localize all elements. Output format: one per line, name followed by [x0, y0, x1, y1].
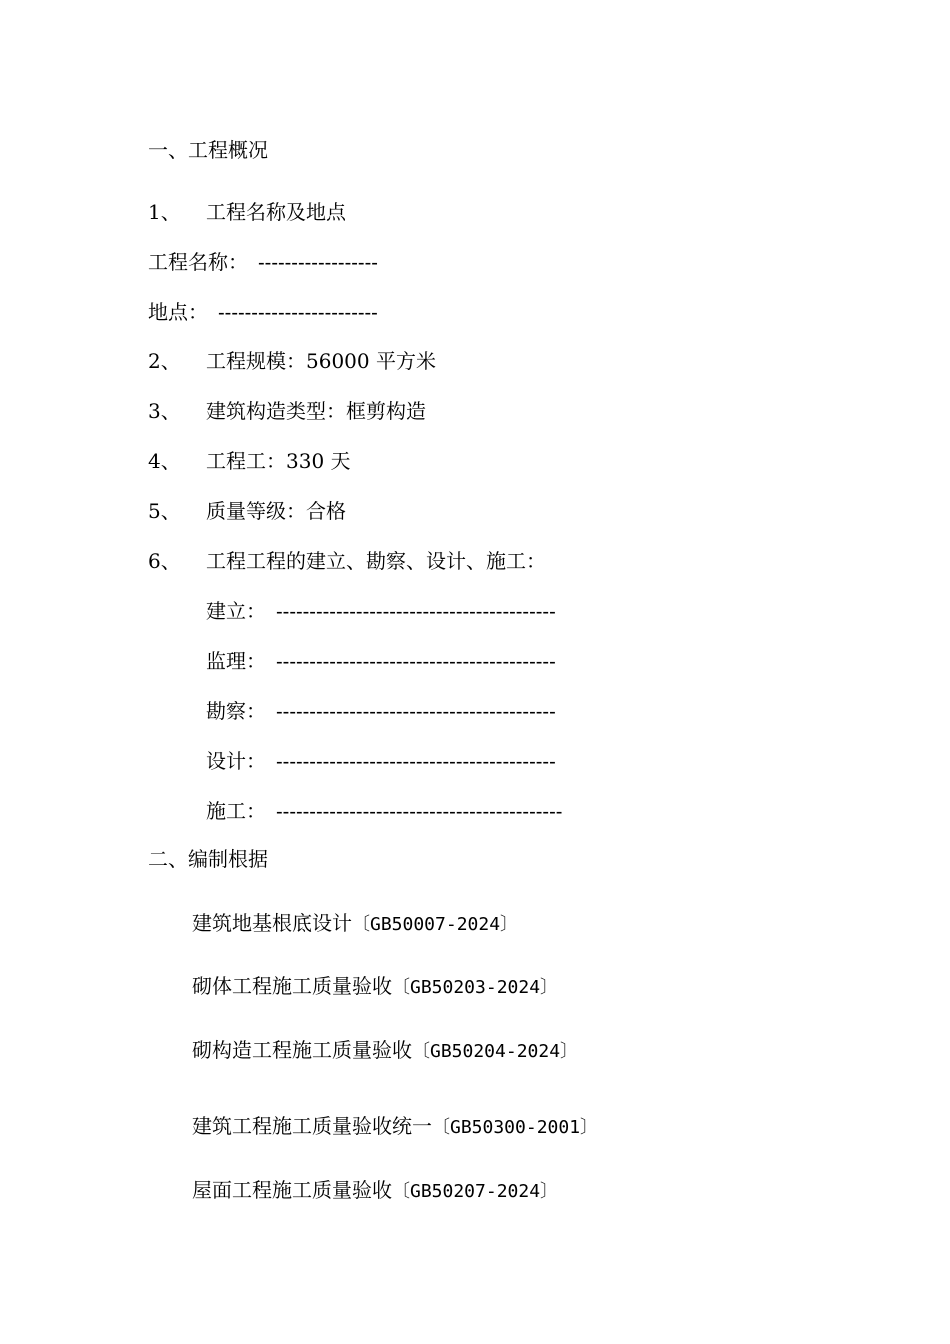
party-row-design: [206, 748, 556, 775]
reference-title: 屋面工程施工质量验收: [192, 1178, 392, 1202]
section-heading-overview: 一、工程概况: [148, 138, 268, 162]
reference-code: 〔GB50203-2024〕: [392, 977, 559, 998]
item-text: 建筑构造类型：框剪构造: [206, 399, 426, 423]
party-row-supervisor: [206, 648, 556, 675]
item-number: 3、: [148, 399, 181, 423]
section-heading-basis: 二、编制根据: [148, 847, 268, 871]
reference-item: [192, 973, 558, 1001]
item-number: 5、: [148, 499, 181, 523]
reference-item: [192, 1113, 598, 1141]
item-1: [148, 199, 346, 225]
item-text: 工程工：330 天: [206, 449, 351, 473]
location-label: 地点：: [148, 300, 208, 324]
location-row: [148, 299, 378, 326]
reference-title: 砌构造工程施工质量验收: [192, 1038, 412, 1062]
party-row-construction: [206, 798, 562, 825]
party-label: 施工：: [206, 799, 266, 823]
reference-item: [192, 910, 518, 938]
reference-code: 〔GB50204-2024〕: [412, 1041, 579, 1062]
project-name-label: 工程名称：: [148, 250, 248, 274]
item-number: 1、: [148, 200, 181, 224]
item-number: 6、: [148, 549, 181, 573]
reference-item: [192, 1037, 578, 1065]
party-value: ------------------------------------------: [276, 701, 556, 723]
party-value: ------------------------------------------: [276, 751, 556, 773]
party-row-builder: [206, 598, 556, 625]
item-3: [148, 398, 426, 424]
item-number: 2、: [148, 349, 181, 373]
item-text: 工程名称及地点: [206, 200, 346, 224]
item-5: [148, 498, 346, 524]
location-value: ------------------------: [218, 302, 378, 324]
item-number: 4、: [148, 449, 181, 473]
item-6: [148, 548, 546, 574]
party-label: 建立：: [206, 599, 266, 623]
reference-item: [192, 1177, 558, 1205]
item-text: 工程规模：56000 平方米: [206, 349, 436, 373]
party-label: 设计：: [206, 749, 266, 773]
reference-code: 〔GB50300-2001〕: [432, 1117, 599, 1138]
party-value: ------------------------------------------: [276, 651, 556, 673]
reference-title: 建筑工程施工质量验收统一: [192, 1114, 432, 1138]
party-value: ------------------------------------------: [276, 601, 556, 623]
project-name-row: [148, 249, 378, 276]
reference-code: 〔GB50207-2024〕: [392, 1181, 559, 1202]
party-row-survey: [206, 698, 556, 725]
item-2: [148, 348, 436, 374]
party-value: -------------------------------------------: [276, 801, 563, 823]
project-name-value: ------------------: [258, 252, 378, 274]
item-4: [148, 448, 351, 474]
reference-title: 建筑地基根底设计: [192, 911, 352, 935]
party-label: 勘察：: [206, 699, 266, 723]
item-text: 工程工程的建立、勘察、设计、施工：: [206, 549, 546, 573]
party-label: 监理：: [206, 649, 266, 673]
item-text: 质量等级：合格: [206, 499, 346, 523]
reference-code: 〔GB50007-2024〕: [352, 914, 519, 935]
reference-title: 砌体工程施工质量验收: [192, 974, 392, 998]
